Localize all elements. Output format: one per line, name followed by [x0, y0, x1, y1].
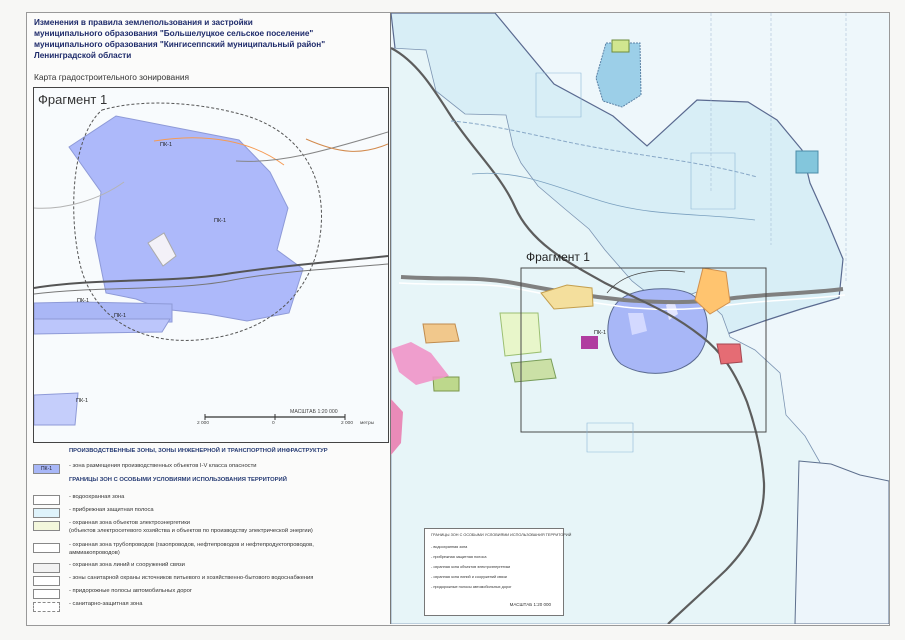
title-line: муниципального образования "Большелуцкое сельское поселение": [34, 29, 314, 38]
title-line: Изменения в правила землепользования и застройки: [34, 18, 253, 27]
map-zone-label: ПК-1: [594, 330, 607, 336]
legend-text: - зона размещения производственных объектов I-V класса опасности: [69, 463, 257, 469]
map-fragment-label: Фрагмент 1: [526, 250, 590, 264]
mini-legend-line: - охранная зона объектов электроэнергетики: [431, 565, 511, 569]
scale-bar-icon: [195, 402, 385, 428]
zone-swatch: ПК-1: [33, 464, 60, 474]
fragment-title: Фрагмент 1: [38, 92, 108, 107]
zone-label: ПК-1: [160, 142, 173, 148]
legend-text: - водоохранная зона: [69, 494, 125, 500]
mini-legend-line: ГРАНИЦЫ ЗОН С ОСОБЫМИ УСЛОВИЯМИ ИСПОЛЬЗОВАНИЯ ТЕРРИТОРИЙ: [431, 533, 572, 537]
water-protection-swatch: [33, 495, 60, 505]
legend-text: - охранная зона объектов электроэнергетики: [69, 520, 191, 526]
legend-text: - прибрежная защитная полоса: [69, 507, 154, 513]
legend-text: - охранная зона трубопроводов (газопроводов, нефтепроводов и нефтепродуктопроводов,: [69, 542, 314, 548]
legend-text: (объектов электросетевого хозяйства и объектов по производству электрической энергии): [69, 528, 313, 534]
zone-label: ПК-1: [114, 313, 127, 319]
roadside-zone-swatch: [33, 589, 60, 599]
scale-bar: [195, 402, 385, 432]
fragment-map: [34, 88, 388, 442]
legend-text: аммиакопроводов): [69, 550, 120, 556]
legend: [33, 448, 383, 618]
map-title: [34, 17, 384, 61]
legend-text: - охранная зона линий и сооружений связи: [69, 562, 185, 568]
zone-label: ПК-1: [76, 398, 89, 404]
mini-legend-line: - прибрежная защитная полоса: [431, 555, 487, 559]
scale-title: МАСШТАБ 1:20 000: [290, 409, 338, 415]
zone-label: ПК-1: [77, 298, 90, 304]
legend-row: [33, 600, 383, 612]
water-supply-zone-swatch: [33, 576, 60, 586]
power-zone-swatch: [33, 521, 60, 531]
title-line: муниципального образования "Кингисеппский муниципальный район": [34, 40, 326, 49]
fragment-panel: [33, 87, 389, 443]
legend-heading: ПРОИЗВОДСТВЕННЫЕ ЗОНЫ, ЗОНЫ ИНЖЕНЕРНОЙ И ТРАНСПОРТНОЙ ИНФРАСТРУКТУР: [69, 448, 328, 454]
legend-text: - зоны санитарной охраны источников питьевого и хозяйственно-бытового водоснабжения: [69, 575, 314, 581]
sanitary-zone-swatch: [33, 602, 60, 612]
zone-label: ПК-1: [214, 218, 227, 224]
scale-number: 2 000: [341, 421, 354, 426]
legend-row: [33, 574, 383, 586]
mini-legend-line: - водоохранная зона: [431, 545, 468, 549]
legend-heading: ГРАНИЦЫ ЗОН С ОСОБЫМИ УСЛОВИЯМИ ИСПОЛЬЗОВАНИЯ ТЕРРИТОРИЙ: [69, 477, 287, 483]
scale-unit: метры: [360, 421, 375, 426]
title-line: Ленинградской области: [34, 51, 132, 60]
legend-text: - придорожные полосы автомобильных дорог: [69, 588, 192, 594]
communication-zone-swatch: [33, 563, 60, 573]
legend-row: [33, 462, 383, 474]
legend-row: [33, 587, 383, 599]
mini-legend-line: - придорожные полосы автомобильных дорог: [431, 585, 512, 589]
map-legend-box: [424, 528, 572, 616]
pipeline-zone-swatch: [33, 543, 60, 553]
mini-legend-line: - охранная зона линий и сооружений связи: [431, 575, 507, 579]
legend-row: [33, 493, 383, 505]
legend-row: [33, 561, 383, 573]
scale-number: 2 000: [197, 421, 210, 426]
map-subtitle: Карта градостроительного зонирования: [34, 72, 190, 82]
legend-text: - санитарно-защитная зона: [69, 601, 143, 607]
mini-scale: МАСШТАБ 1:20 000: [509, 602, 551, 607]
scale-number: 0: [272, 421, 275, 426]
coastal-zone-swatch: [33, 508, 60, 518]
legend-row: [33, 506, 383, 518]
